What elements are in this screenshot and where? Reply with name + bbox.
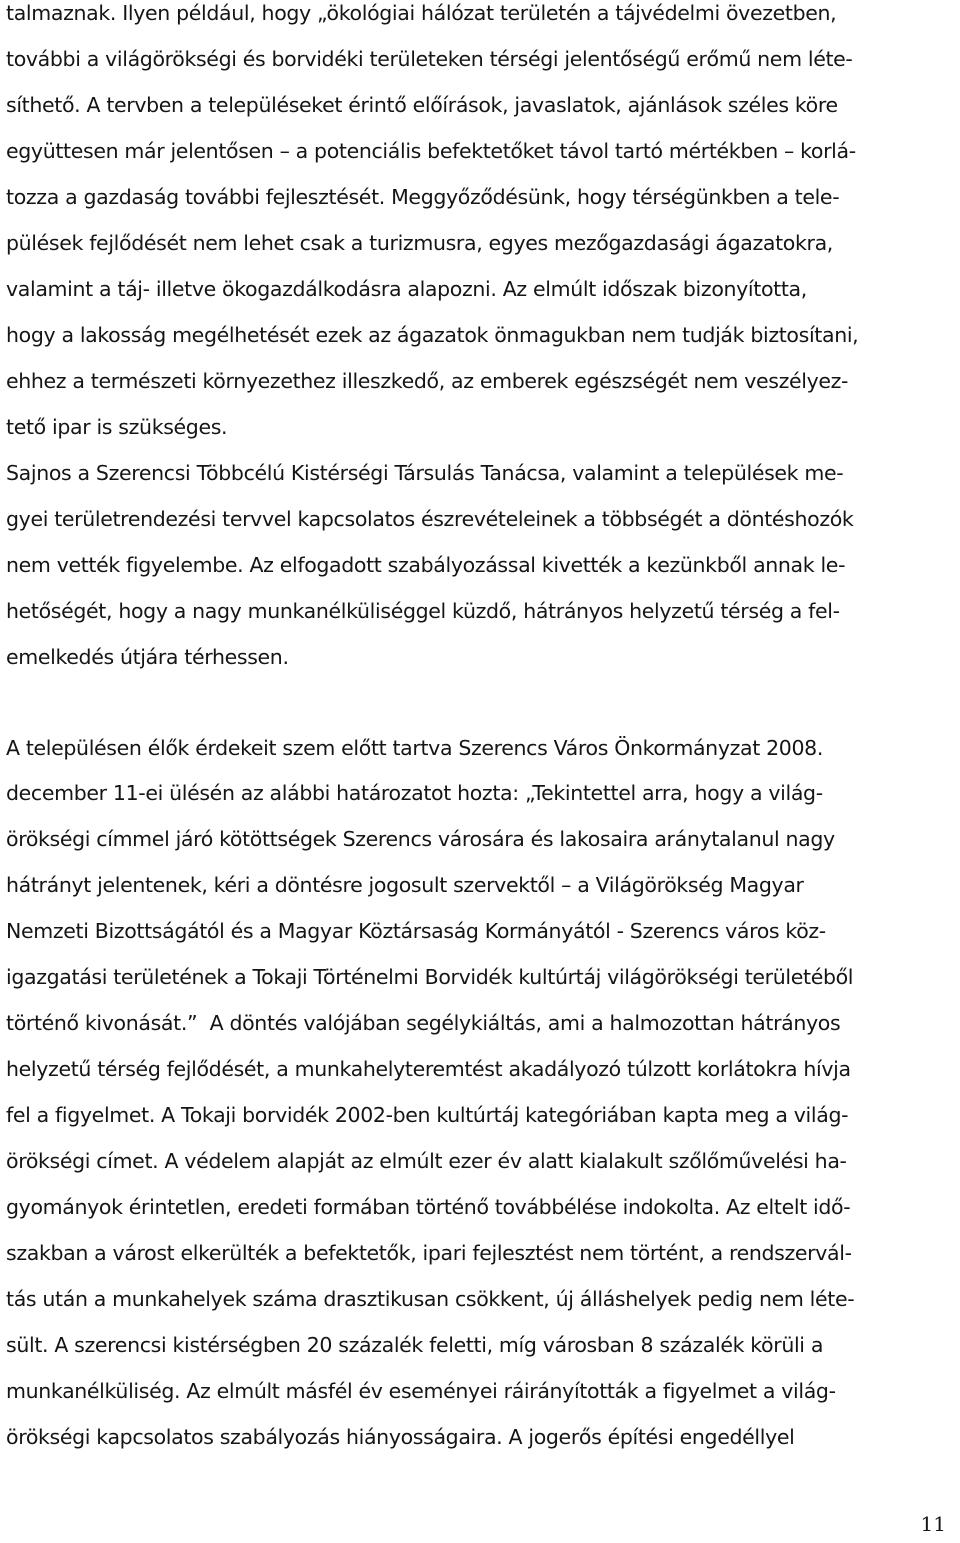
text-line: pülések fejlődését nem lehet csak a turizmusra, egyes mezőgazdasági ágazatokra,	[6, 231, 833, 255]
page-number: 11	[920, 1512, 946, 1536]
text-line: örökségi címmel járó kötöttségek Szerencs városára és lakosaira aránytalanul nagy	[6, 827, 835, 851]
text-line: örökségi címet. A védelem alapját az elmúlt ezer év alatt kialakult szőlőművelési ha-	[6, 1149, 847, 1173]
text-line: örökségi kapcsolatos szabályozás hiányosságaira. A jogerős építési engedéllyel	[6, 1425, 795, 1449]
text-line: igazgatási területének a Tokaji Történelmi Borvidék kultúrtáj világörökségi területéből	[6, 965, 854, 989]
text-line: helyzetű térség fejlődését, a munkahelyteremtést akadályozó túlzott korlátokra hívja	[6, 1057, 851, 1081]
text-line: történő kivonását.” A döntés valójában segélykiáltás, ami a halmozottan hátrányos	[6, 1011, 841, 1035]
text-line: nem vették figyelembe. Az elfogadott szabályozással kivették a kezünkből annak le-	[6, 553, 846, 577]
text-line: szakban a várost elkerülték a befektetők, ipari fejlesztést nem történt, a rendszervál-	[6, 1241, 852, 1265]
text-line: tozza a gazdaság további fejlesztését. Meggyőződésünk, hogy térségünkben a tele-	[6, 185, 840, 209]
text-line: gyei területrendezési tervvel kapcsolatos észrevételeinek a többségét a döntéshozók	[6, 507, 854, 531]
text-line: Nemzeti Bizottságától és a Magyar Köztársaság Kormányától - Szerencs város köz-	[6, 919, 826, 943]
text-line: talmaznak. Ilyen például, hogy „ökológiai hálózat területén a tájvédelmi övezetben,	[6, 1, 837, 25]
text-line: további a világörökségi és borvidéki területeken térségi jelentőségű erőmű nem léte-	[6, 47, 853, 71]
text-line: valamint a táj- illetve ökogazdálkodásra alapozni. Az elmúlt időszak bizonyította,	[6, 277, 807, 301]
text-line: hogy a lakosság megélhetését ezek az ágazatok önmagukban nem tudják biztosítani,	[6, 323, 859, 347]
text-line: munkanélküliség. Az elmúlt másfél év eseményei ráirányították a figyelmet a világ-	[6, 1379, 836, 1403]
text-line: sült. A szerencsi kistérségben 20 százalék feletti, míg városban 8 százalék körüli a	[6, 1333, 824, 1357]
text-line: fel a figyelmet. A Tokaji borvidék 2002-ben kultúrtáj kategóriában kapta meg a világ-	[6, 1103, 849, 1127]
text-line: együttesen már jelentősen – a potenciális befektetőket távol tartó mértékben – korlá-	[6, 139, 856, 163]
text-line: gyományok érintetlen, eredeti formában történő továbbélése indokolta. Az eltelt idő-	[6, 1195, 851, 1219]
text-line: tető ipar is szükséges.	[6, 415, 228, 439]
text-line: emelkedés útjára térhessen.	[6, 645, 289, 669]
text-line: A településen élők érdekeit szem előtt tartva Szerencs Város Önkormányzat 2008.	[6, 736, 824, 760]
text-line: síthető. A tervben a településeket érintő előírások, javaslatok, ajánlások széles köre	[6, 93, 838, 117]
text-line: tás után a munkahelyek száma drasztikusan csökkent, új álláshelyek pedig nem léte-	[6, 1287, 855, 1311]
text-line: hátrányt jelentenek, kéri a döntésre jogosult szervektől – a Világörökség Magyar	[6, 873, 804, 897]
text-line: december 11-ei ülésén az alábbi határozatot hozta: „Tekintettel arra, hogy a világ-	[6, 781, 823, 805]
text-line: Sajnos a Szerencsi Többcélú Kistérségi Társulás Tanácsa, valamint a települések me-	[6, 461, 844, 485]
text-line: ehhez a természeti környezethez illeszkedő, az emberek egészségét nem veszélyez-	[6, 369, 849, 393]
text-line: hetőségét, hogy a nagy munkanélküliséggel küzdő, hátrányos helyzetű térség a fel-	[6, 599, 840, 623]
